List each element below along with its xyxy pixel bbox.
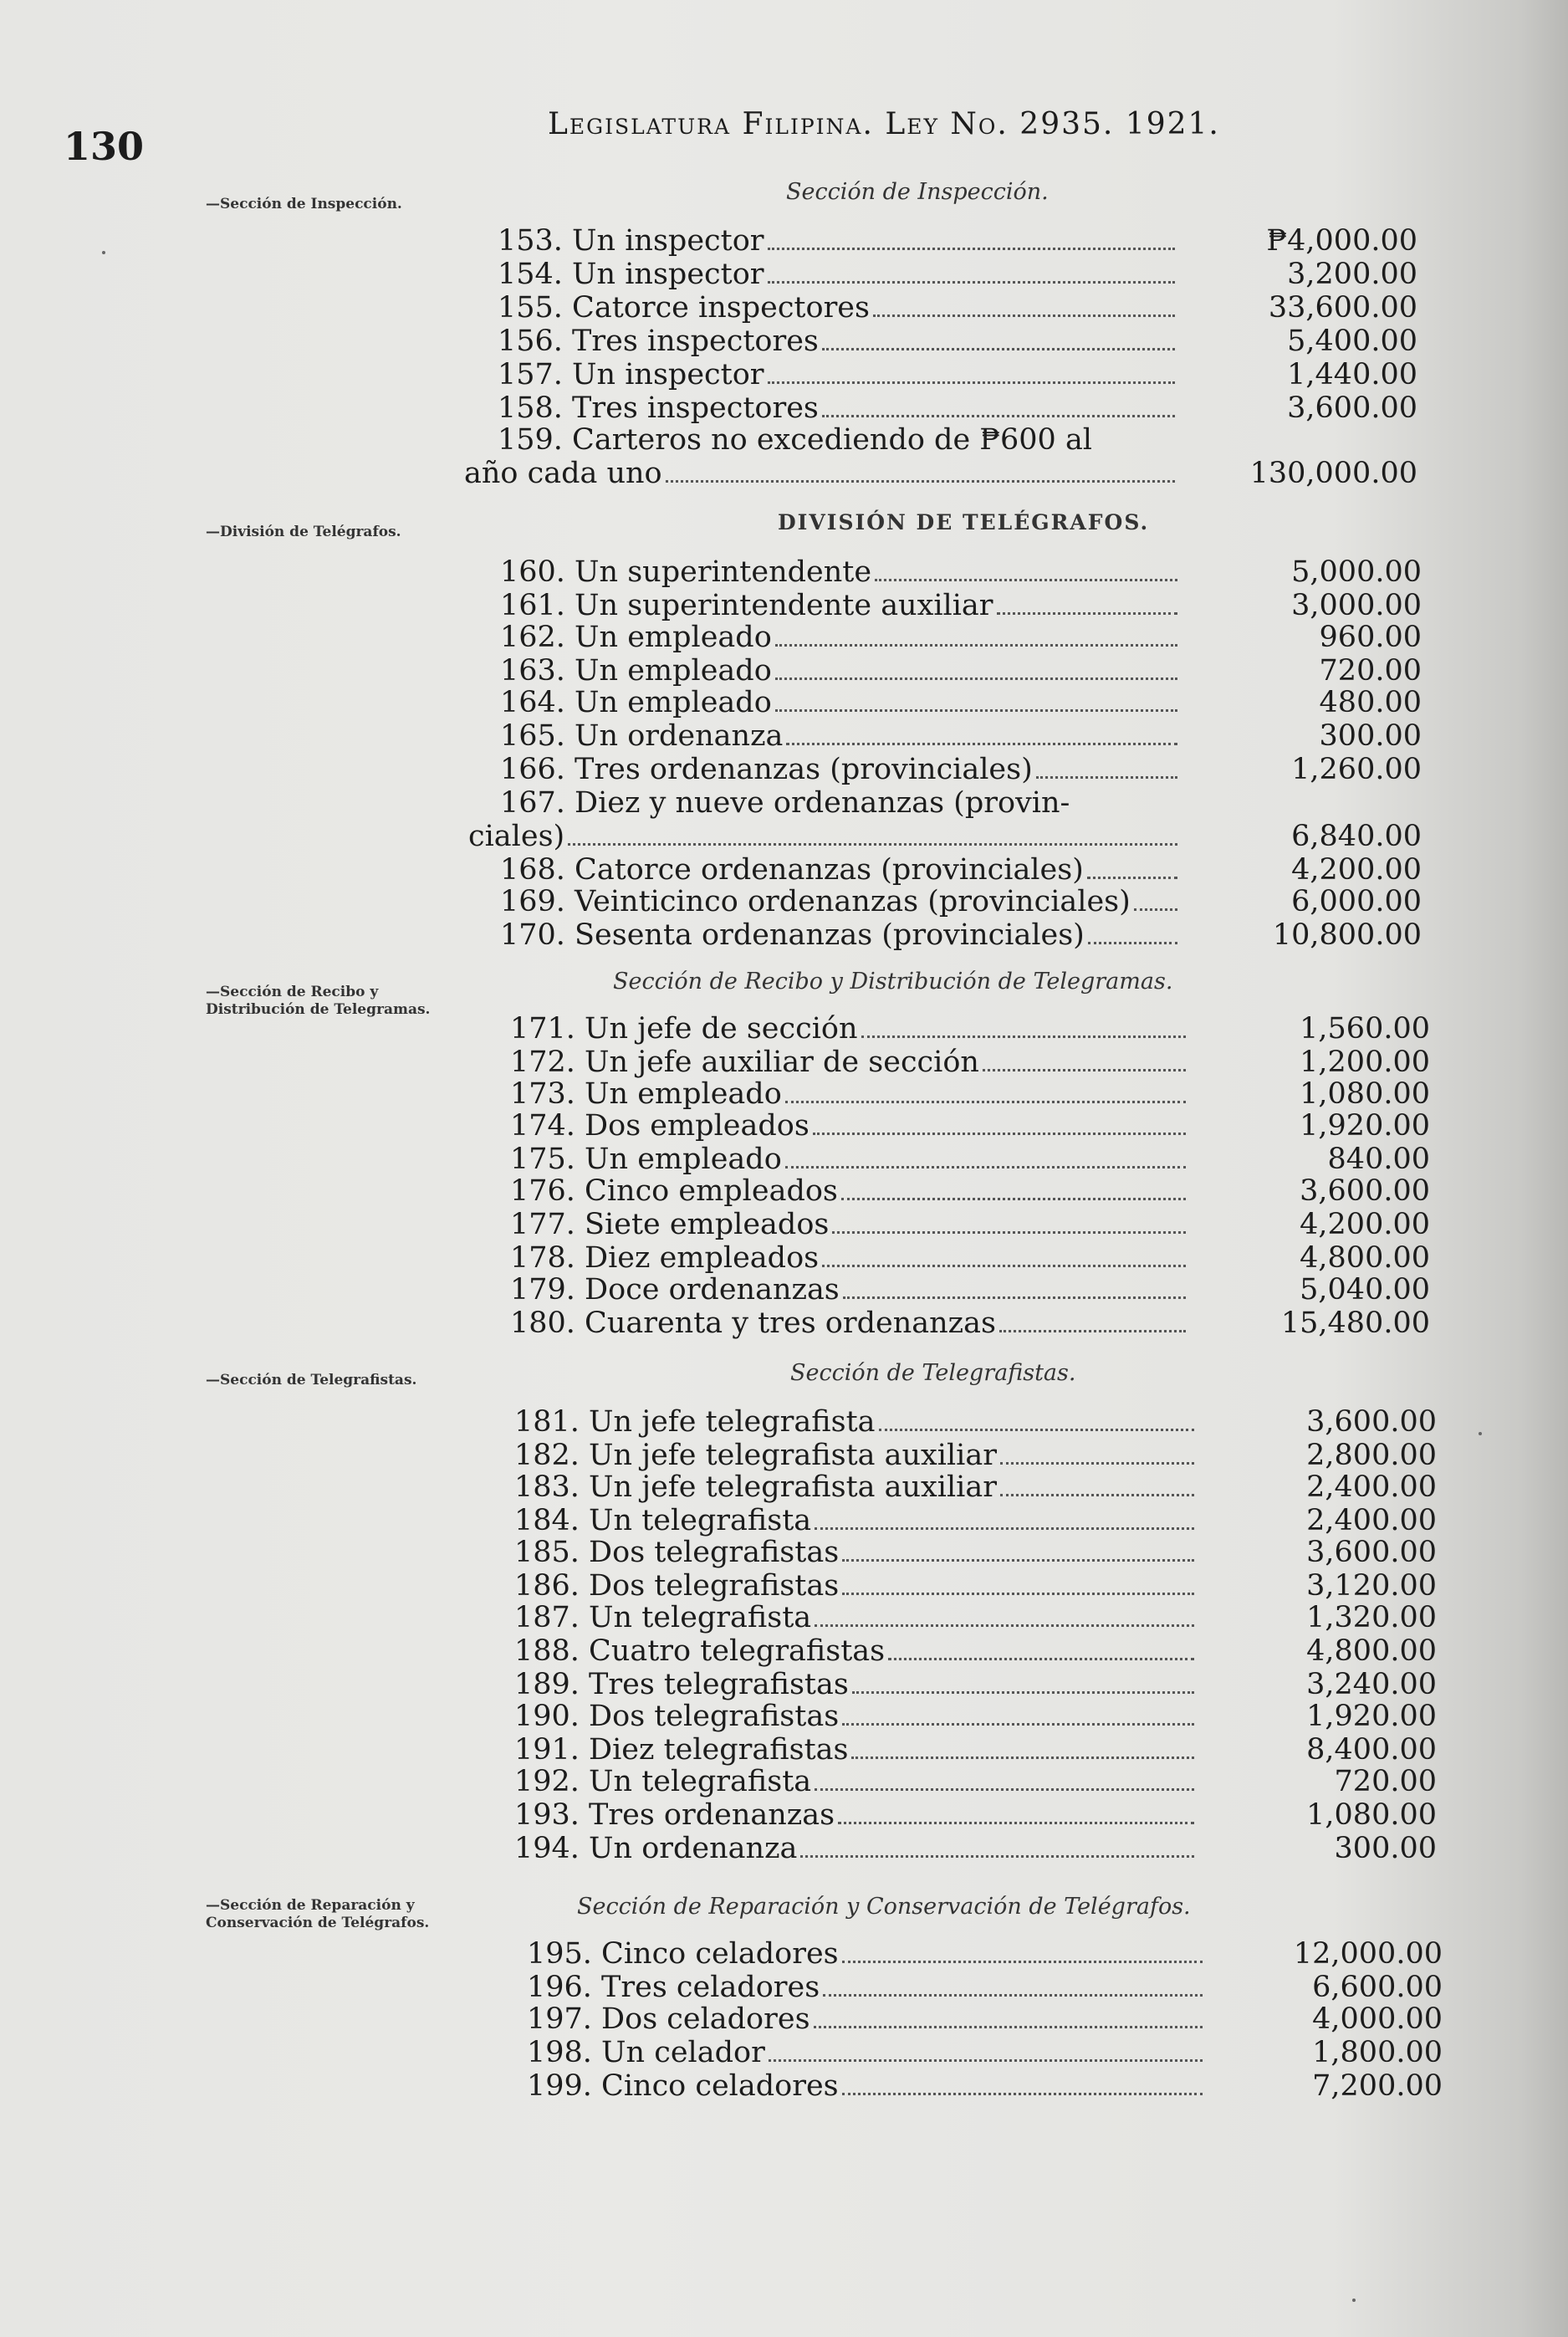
appropriation-row [510,1241,1430,1275]
dot-leader [786,743,1177,745]
dot-leader [841,1198,1186,1200]
item-description: año cada uno [464,457,662,490]
margin-note-inspeccion: —Sección de Inspección. [206,196,402,212]
item-description: 184. Un telegrafista [514,1504,812,1537]
item-description: 169. Veinticinco ordenanzas (provinciales) [500,885,1131,918]
dot-leader [813,1133,1186,1135]
item-amount: 300.00 [1319,719,1422,753]
item-amount: 1,200.00 [1300,1046,1430,1079]
item-description: 168. Catorce ordenanzas (provinciales) [500,853,1084,887]
appropriation-row [498,291,1417,325]
dot-leader [800,1855,1194,1858]
appropriation-row [510,1012,1430,1046]
item-amount: 1,320.00 [1306,1601,1437,1634]
appropriation-row [500,686,1422,719]
item-description: 182. Un jefe telegrafista auxiliar [514,1439,997,1472]
appropriation-row [500,589,1422,622]
item-description: 167. Diez y nueve ordenanzas (provin- [500,786,1070,820]
appropriation-row [510,1174,1430,1208]
paper-speck [1352,2299,1356,2302]
appropriation-row [514,1668,1437,1701]
item-amount: 3,000.00 [1291,589,1422,622]
dot-leader [775,709,1177,712]
item-description: 194. Un ordenanza [514,1832,798,1865]
item-amount: 6,000.00 [1291,885,1422,918]
dot-leader [666,480,1175,483]
dot-leader [785,1101,1186,1103]
item-amount: 1,080.00 [1300,1077,1430,1111]
dot-leader [815,1624,1194,1627]
dot-leader [815,1788,1194,1791]
item-description: 162. Un empleado [500,621,772,654]
item-description: 186. Dos telegrafistas [514,1569,840,1603]
item-amount: 3,600.00 [1300,1174,1430,1208]
dot-leader [873,314,1175,317]
appropriation-row [514,1798,1437,1832]
item-description: 181. Un jefe telegrafista [514,1405,876,1439]
item-description: 198. Un celador [527,2036,765,2069]
appropriation-row [500,719,1422,753]
item-amount: 720.00 [1319,654,1422,688]
item-description: 159. Carteros no excediendo de ₱600 al [498,423,1093,457]
appropriation-row [510,1273,1430,1307]
dot-leader [775,678,1177,680]
item-description: 196. Tres celadores [527,1971,820,2004]
appropriation-row [500,853,1422,887]
dot-leader [822,348,1175,350]
appropriation-row [514,1470,1437,1504]
appropriation-row [510,1143,1430,1176]
dot-leader [1088,942,1177,944]
item-description: 193. Tres ordenanzas [514,1798,835,1832]
item-description: 173. Un empleado [510,1077,782,1111]
dot-leader [842,2093,1203,2095]
appropriation-row [510,1208,1430,1241]
margin-note-recibo-distribucion: —Sección de Recibo y Distribución de Telegramas. [206,984,431,1018]
item-amount: 1,920.00 [1300,1109,1430,1143]
dot-leader [861,1036,1186,1038]
appropriation-row [514,1536,1437,1569]
dot-leader [1134,908,1177,911]
item-description: 170. Sesenta ordenanzas (provinciales) [500,918,1085,952]
section-heading-recibo-distribucion: Sección de Recibo y Distribución de Telegramas. [613,969,1173,995]
item-description: 164. Un empleado [500,686,772,719]
item-description: 187. Un telegrafista [514,1601,812,1634]
appropriation-row [514,1634,1437,1668]
appropriation-row [510,1109,1430,1143]
appropriation-row [510,1077,1430,1111]
item-description: 156. Tres inspectores [498,325,819,358]
item-amount: 840.00 [1327,1143,1430,1176]
item-amount: 6,600.00 [1312,1971,1443,2004]
item-description: 176. Cinco empleados [510,1174,838,1208]
item-amount: 5,000.00 [1291,555,1422,589]
dot-leader [842,1559,1194,1562]
dot-leader [999,1330,1186,1332]
item-amount: 8,400.00 [1306,1733,1437,1767]
margin-note-division-telegrafos: —División de Telégrafos. [206,524,401,540]
item-amount: 300.00 [1334,1832,1437,1865]
appropriation-row [500,918,1422,952]
item-description: 189. Tres telegrafistas [514,1668,849,1701]
item-description: 185. Dos telegrafistas [514,1536,840,1569]
dot-leader [1000,1462,1194,1465]
dot-leader [843,1296,1186,1299]
item-amount: 4,800.00 [1300,1241,1430,1275]
appropriation-row [498,391,1417,425]
running-head: Legislatura Filipina. Ley No. 2935. 1921. [548,107,1220,141]
dot-leader [879,1429,1194,1431]
dot-leader [768,381,1175,384]
item-description: 183. Un jefe telegrafista auxiliar [514,1470,997,1504]
item-description: 157. Un inspector [498,358,764,391]
item-amount: 2,800.00 [1306,1439,1437,1472]
dot-leader [851,1757,1194,1759]
appropriation-row [527,2002,1443,2036]
item-description: 175. Un empleado [510,1143,782,1176]
item-description: ciales) [468,820,565,853]
item-amount: 1,440.00 [1287,358,1417,391]
item-amount: 130,000.00 [1249,457,1417,490]
item-amount: 2,400.00 [1306,1470,1437,1504]
item-amount: 15,480.00 [1280,1307,1430,1340]
appropriation-row [514,1439,1437,1472]
appropriation-row [514,1569,1437,1603]
appropriation-row [514,1405,1437,1439]
item-amount: 1,800.00 [1312,2036,1443,2069]
dot-leader [888,1658,1194,1660]
dot-leader [832,1231,1186,1234]
dot-leader [823,1994,1203,1997]
appropriation-row [500,654,1422,688]
item-description: 158. Tres inspectores [498,391,819,425]
margin-note-telegrafistas: —Sección de Telegrafistas. [206,1372,417,1388]
dot-leader [838,1822,1194,1824]
item-description: 199. Cinco celadores [527,2069,839,2103]
paper-speck [102,251,105,254]
appropriation-row [468,820,1422,853]
appropriation-row [514,1765,1437,1798]
item-description: 178. Diez empleados [510,1241,820,1275]
section-heading-telegrafistas: Sección de Telegrafistas. [790,1360,1076,1386]
appropriation-row [498,224,1417,258]
item-description: 197. Dos celadores [527,2002,810,2036]
dot-leader [768,248,1175,250]
item-description: 154. Un inspector [498,258,764,291]
item-amount: 3,600.00 [1287,391,1417,425]
item-description: 195. Cinco celadores [527,1937,839,1971]
item-description: 163. Un empleado [500,654,772,688]
item-amount: 2,400.00 [1306,1504,1437,1537]
item-amount: 10,800.00 [1272,918,1422,952]
appropriation-row [498,358,1417,391]
item-description: 177. Siete empleados [510,1208,830,1241]
appropriation-row [498,258,1417,291]
item-amount: 720.00 [1334,1765,1437,1798]
item-amount: ₱4,000.00 [1266,224,1417,258]
item-description: 192. Un telegrafista [514,1765,812,1798]
margin-note-reparacion: —Sección de Reparación y Conservación de Telégrafos. [206,1897,430,1931]
appropriation-row [514,1601,1437,1634]
item-amount: 12,000.00 [1293,1937,1443,1971]
appropriation-row [510,1307,1430,1340]
dot-leader [997,612,1177,615]
appropriation-row [500,555,1422,589]
item-amount: 1,560.00 [1300,1012,1430,1046]
dot-leader [1000,1494,1194,1496]
item-amount: 4,200.00 [1300,1208,1430,1241]
dot-leader [769,2059,1203,2062]
dot-leader [775,644,1177,647]
item-description: 161. Un superintendente auxiliar [500,589,993,622]
item-description: 165. Un ordenanza [500,719,784,753]
item-amount: 3,120.00 [1306,1569,1437,1603]
item-amount: 1,260.00 [1291,753,1422,786]
item-description: 155. Catorce inspectores [498,291,870,325]
dot-leader [1036,776,1177,779]
appropriation-row [514,1700,1437,1733]
item-amount: 4,000.00 [1312,2002,1443,2036]
item-amount: 4,800.00 [1306,1634,1437,1668]
appropriation-row [500,753,1422,786]
item-amount: 3,200.00 [1287,258,1417,291]
appropriation-row [514,1832,1437,1865]
item-description: 190. Dos telegrafistas [514,1700,840,1733]
dot-leader [1087,877,1177,879]
appropriation-row [498,325,1417,358]
appropriation-row [527,2036,1443,2069]
dot-leader [568,843,1177,846]
appropriation-row [527,2069,1443,2103]
item-description: 160. Un superintendente [500,555,872,589]
item-amount: 5,040.00 [1300,1273,1430,1307]
item-description: 179. Doce ordenanzas [510,1273,840,1307]
dot-leader [785,1166,1186,1168]
item-amount: 960.00 [1319,621,1422,654]
appropriation-row [500,786,1422,820]
item-amount: 3,240.00 [1306,1668,1437,1701]
section-heading-inspeccion: Sección de Inspección. [786,179,1049,205]
section-heading-reparacion: Sección de Reparación y Conservación de Telégrafos. [577,1894,1191,1920]
dot-leader [842,1593,1194,1595]
dot-leader [842,1723,1194,1726]
item-description: 180. Cuarenta y tres ordenanzas [510,1307,996,1340]
dot-leader [852,1691,1194,1694]
dot-leader [983,1069,1186,1071]
item-description: 166. Tres ordenanzas (provinciales) [500,753,1033,786]
appropriation-row [527,1937,1443,1971]
item-amount: 480.00 [1319,686,1422,719]
item-amount: 1,920.00 [1306,1700,1437,1733]
dot-leader [815,1527,1194,1530]
dot-leader [822,415,1175,417]
item-amount: 6,840.00 [1291,820,1422,853]
item-amount: 33,600.00 [1268,291,1417,325]
appropriation-row [464,457,1417,490]
page-number: 130 [64,124,145,169]
item-amount: 1,080.00 [1306,1798,1437,1832]
appropriation-row [500,621,1422,654]
dot-leader [875,579,1177,581]
item-amount: 5,400.00 [1287,325,1417,358]
appropriation-row [498,423,1417,457]
dot-leader [814,2026,1203,2028]
item-description: 172. Un jefe auxiliar de sección [510,1046,979,1079]
appropriation-row [514,1733,1437,1767]
section-heading-division-telegrafos: DIVISIÓN DE TELÉGRAFOS. [778,510,1150,534]
dot-leader [842,1961,1203,1963]
paper-speck [1479,1432,1482,1435]
item-amount: 7,200.00 [1312,2069,1443,2103]
item-description: 188. Cuatro telegrafistas [514,1634,886,1668]
item-description: 174. Dos empleados [510,1109,810,1143]
dot-leader [822,1265,1186,1267]
item-description: 171. Un jefe de sección [510,1012,858,1046]
item-description: 153. Un inspector [498,224,764,258]
dot-leader [768,281,1175,284]
item-amount: 4,200.00 [1291,853,1422,887]
item-description: 191. Diez telegrafistas [514,1733,849,1767]
appropriation-row [510,1046,1430,1079]
item-amount: 3,600.00 [1306,1536,1437,1569]
appropriation-row [527,1971,1443,2004]
appropriation-row [514,1504,1437,1537]
item-amount: 3,600.00 [1306,1405,1437,1439]
appropriation-row [500,885,1422,918]
